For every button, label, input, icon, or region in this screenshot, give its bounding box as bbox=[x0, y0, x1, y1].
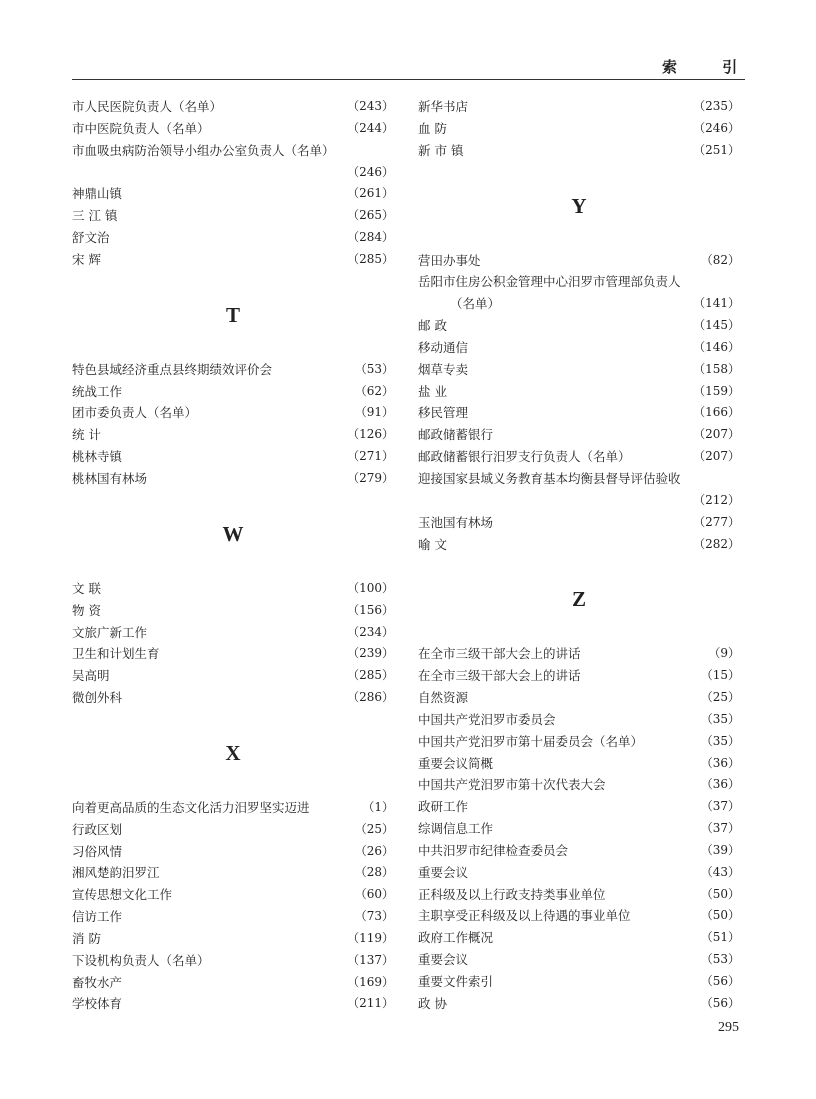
entry-group bbox=[72, 797, 394, 1015]
index-entry bbox=[418, 840, 740, 862]
entry-text: 邮政储蓄银行汨罗支行负责人（名单） bbox=[418, 449, 631, 465]
entry-text: 宋 辉 bbox=[72, 251, 101, 267]
entry-text: 喻 文 bbox=[418, 536, 447, 552]
entry-group bbox=[72, 578, 394, 709]
entry-text: 自然资源 bbox=[418, 690, 469, 706]
entry-text: 宣传思想文化工作 bbox=[72, 887, 173, 903]
entry-page: （279） bbox=[347, 470, 394, 485]
entry-page: （246） bbox=[693, 120, 740, 135]
entry-page: （243） bbox=[347, 99, 394, 113]
index-entry bbox=[418, 796, 740, 818]
entry-page: （141） bbox=[693, 296, 740, 311]
index-entry bbox=[418, 643, 740, 665]
index-entry bbox=[72, 687, 394, 709]
entry-text: 湘风楚韵汨罗江 bbox=[72, 865, 160, 881]
entry-group bbox=[72, 359, 394, 490]
index-entry bbox=[72, 96, 394, 118]
entry-text: 神鼎山镇 bbox=[72, 186, 123, 202]
index-entry bbox=[72, 797, 394, 819]
entry-page: （277） bbox=[693, 514, 740, 529]
entry-text: 政研工作 bbox=[418, 799, 469, 815]
entry-page: （156） bbox=[347, 602, 394, 617]
entry-text: 盐 业 bbox=[418, 383, 447, 399]
entry-text: 烟草专卖 bbox=[418, 361, 469, 377]
entry-page: （91） bbox=[354, 405, 394, 420]
index-entry bbox=[418, 949, 740, 971]
entry-page: （100） bbox=[347, 580, 394, 595]
index-entry bbox=[418, 250, 740, 272]
section-letter-w: W bbox=[222, 521, 244, 546]
entry-text: 邮 政 bbox=[418, 318, 447, 334]
entry-page: （137） bbox=[347, 952, 394, 967]
index-entry bbox=[418, 927, 740, 949]
entry-group bbox=[418, 315, 740, 468]
index-entry bbox=[418, 96, 740, 118]
entry-text: 迎接国家县域义务教育基本均衡县督导评估验收 bbox=[418, 470, 681, 486]
index-entry bbox=[72, 906, 394, 928]
index-entry bbox=[418, 971, 740, 993]
index-entry bbox=[418, 709, 740, 731]
index-entry-wrapped bbox=[418, 271, 740, 315]
entry-text: 邮政储蓄银行 bbox=[418, 427, 494, 443]
entry-page: （285） bbox=[347, 668, 394, 683]
entry-group bbox=[418, 512, 740, 556]
entry-text: 综调信息工作 bbox=[418, 821, 494, 837]
section-letter-x: X bbox=[225, 740, 241, 765]
entry-text: 重要会议 bbox=[418, 864, 469, 880]
entry-page: （285） bbox=[347, 251, 394, 266]
index-entry bbox=[418, 424, 740, 446]
entry-page: （60） bbox=[354, 887, 394, 902]
entry-text: 移动通信 bbox=[418, 339, 469, 355]
entry-page: （235） bbox=[693, 99, 740, 113]
entry-text: 特色县域经济重点县终期绩效评价会 bbox=[72, 361, 273, 377]
entry-text: 学校体育 bbox=[72, 996, 123, 1012]
entry-text: 在全市三级干部大会上的讲话 bbox=[418, 646, 581, 662]
entry-page: （146） bbox=[693, 339, 740, 354]
index-entry bbox=[418, 774, 740, 796]
entry-text: 中国共产党汨罗市委员会 bbox=[418, 711, 556, 727]
index-entry bbox=[72, 993, 394, 1015]
entry-page: （9） bbox=[708, 646, 740, 661]
entry-text: 吴高明 bbox=[72, 668, 110, 684]
entry-page: （35） bbox=[700, 711, 740, 726]
entry-page: （145） bbox=[693, 318, 740, 333]
index-entry bbox=[418, 140, 740, 162]
entry-text: 血 防 bbox=[418, 120, 447, 136]
entry-text: 习俗风情 bbox=[72, 843, 123, 859]
index-column-left bbox=[72, 96, 394, 1015]
index-entry bbox=[72, 183, 394, 205]
index-entry bbox=[418, 359, 740, 381]
entry-page: （251） bbox=[693, 142, 740, 157]
entry-text: 岳阳市住房公积金管理中心汨罗市管理部负责人 bbox=[418, 274, 681, 290]
entry-page: （244） bbox=[347, 120, 394, 135]
section-letter-y: Y bbox=[571, 193, 587, 218]
section-letter-t: T bbox=[225, 302, 240, 327]
index-entry bbox=[72, 381, 394, 403]
entry-group bbox=[72, 96, 394, 140]
entry-text: 文旅广新工作 bbox=[72, 624, 148, 640]
entry-page: （282） bbox=[693, 536, 740, 551]
page-header-title: 索 引 bbox=[662, 58, 758, 76]
index-entry bbox=[72, 841, 394, 863]
entry-text: 畜牧水产 bbox=[72, 974, 123, 990]
entry-page: （284） bbox=[347, 230, 394, 245]
entry-page: （36） bbox=[700, 777, 740, 792]
index-entry bbox=[72, 424, 394, 446]
index-entry bbox=[418, 905, 740, 927]
entry-text: 在全市三级干部大会上的讲话 bbox=[418, 668, 581, 684]
entry-text: 玉池国有林场 bbox=[418, 514, 494, 530]
index-entry bbox=[418, 665, 740, 687]
entry-page: （158） bbox=[693, 361, 740, 376]
index-entry bbox=[72, 359, 394, 381]
index-entry bbox=[72, 227, 394, 249]
entry-page: （37） bbox=[700, 821, 740, 836]
entry-page: （36） bbox=[700, 755, 740, 770]
entry-text: 团市委负责人（名单） bbox=[72, 405, 198, 421]
entry-page: （169） bbox=[347, 974, 394, 989]
index-entry bbox=[418, 993, 740, 1015]
entry-page: （271） bbox=[347, 449, 394, 464]
entry-page: （25） bbox=[354, 821, 394, 836]
index-entry bbox=[72, 665, 394, 687]
entry-page: （26） bbox=[354, 843, 394, 858]
entry-text: 正科级及以上行政支持类事业单位 bbox=[418, 886, 606, 902]
entry-page: （51） bbox=[700, 930, 740, 945]
index-entry bbox=[72, 118, 394, 140]
entry-page: （212） bbox=[693, 492, 740, 507]
entry-page: （265） bbox=[347, 208, 394, 223]
index-entry bbox=[72, 950, 394, 972]
entry-text: 消 防 bbox=[72, 930, 101, 946]
entry-page: （159） bbox=[693, 383, 740, 398]
entry-group bbox=[418, 96, 740, 162]
entry-page: （82） bbox=[700, 252, 740, 267]
entry-text: 新 市 镇 bbox=[418, 142, 464, 158]
entry-page: （286） bbox=[347, 690, 394, 705]
index-entry bbox=[72, 600, 394, 622]
index-entry bbox=[418, 862, 740, 884]
entry-text: 中国共产党汨罗市第十次代表大会 bbox=[418, 777, 606, 793]
index-entry bbox=[72, 578, 394, 600]
entry-page: （37） bbox=[700, 799, 740, 814]
entry-page: （25） bbox=[700, 690, 740, 705]
entry-page: （73） bbox=[354, 909, 394, 924]
index-entry-wrapped bbox=[418, 468, 740, 512]
index-entry bbox=[418, 818, 740, 840]
index-entry bbox=[418, 381, 740, 403]
index-entry bbox=[418, 402, 740, 424]
header-rule bbox=[72, 79, 745, 80]
entry-text: 统 计 bbox=[72, 427, 101, 443]
entry-page: （207） bbox=[693, 427, 740, 442]
index-entry bbox=[418, 446, 740, 468]
entry-text: 重要会议简概 bbox=[418, 755, 494, 771]
index-entry bbox=[72, 622, 394, 644]
entry-page: （43） bbox=[700, 864, 740, 879]
entry-page: （50） bbox=[700, 886, 740, 901]
entry-text: 中国共产党汨罗市第十届委员会（名单） bbox=[418, 733, 644, 749]
entry-page: （28） bbox=[354, 865, 394, 880]
entry-text: 统战工作 bbox=[72, 383, 123, 399]
entry-text-continued: （名单） bbox=[450, 296, 501, 312]
entry-text: 舒文治 bbox=[72, 230, 110, 246]
entry-page: （261） bbox=[347, 186, 394, 201]
index-entry bbox=[418, 884, 740, 906]
index-entry bbox=[418, 512, 740, 534]
entry-text: 移民管理 bbox=[418, 405, 469, 421]
index-entry bbox=[72, 862, 394, 884]
entry-text: 政 协 bbox=[418, 995, 447, 1011]
entry-page: （56） bbox=[700, 974, 740, 988]
entry-text: 桃林国有林场 bbox=[72, 470, 148, 486]
entry-text: 文 联 bbox=[72, 580, 101, 596]
entry-page: （239） bbox=[347, 646, 394, 661]
entry-text: 主职享受正科级及以上待遇的事业单位 bbox=[418, 908, 631, 924]
index-entry bbox=[418, 731, 740, 753]
entry-page: （39） bbox=[700, 842, 740, 857]
index-entry bbox=[418, 753, 740, 775]
entry-page: （62） bbox=[354, 383, 394, 398]
index-entry bbox=[72, 468, 394, 490]
index-entry bbox=[418, 534, 740, 556]
entry-text: 向着更高品质的生态文化活力汨罗坚实迈进 bbox=[72, 799, 310, 815]
entry-page: （35） bbox=[700, 733, 740, 748]
index-entry bbox=[418, 687, 740, 709]
entry-text: 信访工作 bbox=[72, 909, 123, 925]
index-entry bbox=[72, 884, 394, 906]
entry-text: 重要文件索引 bbox=[418, 974, 494, 989]
entry-text: 市中医院负责人（名单） bbox=[72, 120, 210, 136]
index-entry bbox=[72, 643, 394, 665]
entry-page: （1） bbox=[362, 799, 394, 814]
section-letter-z: Z bbox=[571, 587, 586, 612]
index-entry bbox=[72, 928, 394, 950]
entry-text: 政府工作概况 bbox=[418, 930, 494, 946]
index-entry bbox=[72, 249, 394, 271]
entry-page: （50） bbox=[700, 908, 740, 923]
entry-page: （53） bbox=[700, 952, 740, 967]
entry-text: 营田办事处 bbox=[418, 252, 481, 268]
entry-page: （56） bbox=[700, 995, 740, 1010]
entry-page: （211） bbox=[347, 996, 394, 1011]
entry-text: 重要会议 bbox=[418, 952, 469, 968]
entry-page: （207） bbox=[693, 449, 740, 464]
entry-text: 物 资 bbox=[72, 602, 101, 618]
index-entry bbox=[72, 819, 394, 841]
entry-group bbox=[418, 250, 740, 272]
entry-page: （166） bbox=[693, 405, 740, 420]
entry-text: 市血吸虫病防治领导小组办公室负责人（名单） bbox=[72, 142, 335, 158]
index-entry bbox=[72, 205, 394, 227]
index-entry bbox=[418, 315, 740, 337]
index-entry bbox=[72, 446, 394, 468]
index-entry-wrapped bbox=[72, 140, 394, 184]
index-entry bbox=[72, 972, 394, 994]
entry-page: （234） bbox=[347, 624, 394, 639]
entry-page: （246） bbox=[347, 164, 394, 179]
entry-text: 卫生和计划生育 bbox=[72, 646, 160, 662]
entry-page: （53） bbox=[354, 361, 394, 376]
entry-page: （119） bbox=[347, 930, 394, 945]
entry-page: （126） bbox=[347, 427, 394, 442]
entry-text: 新华书店 bbox=[418, 99, 469, 114]
entry-text: 行政区划 bbox=[72, 821, 123, 837]
entry-text: 桃林寺镇 bbox=[72, 449, 123, 465]
entry-text: 市人民医院负责人（名单） bbox=[72, 99, 223, 114]
entry-page: （15） bbox=[700, 668, 740, 683]
entry-group bbox=[418, 643, 740, 1014]
index-entry bbox=[72, 402, 394, 424]
entry-text: 微创外科 bbox=[72, 690, 123, 706]
index-entry bbox=[418, 118, 740, 140]
entry-text: 中共汨罗市纪律检查委员会 bbox=[418, 842, 569, 858]
entry-group bbox=[72, 183, 394, 270]
index-column-right bbox=[418, 96, 740, 1015]
entry-text: 下设机构负责人（名单） bbox=[72, 952, 210, 968]
entry-text: 三 江 镇 bbox=[72, 208, 118, 224]
index-entry bbox=[418, 337, 740, 359]
page-number: 295 bbox=[718, 1020, 739, 1035]
